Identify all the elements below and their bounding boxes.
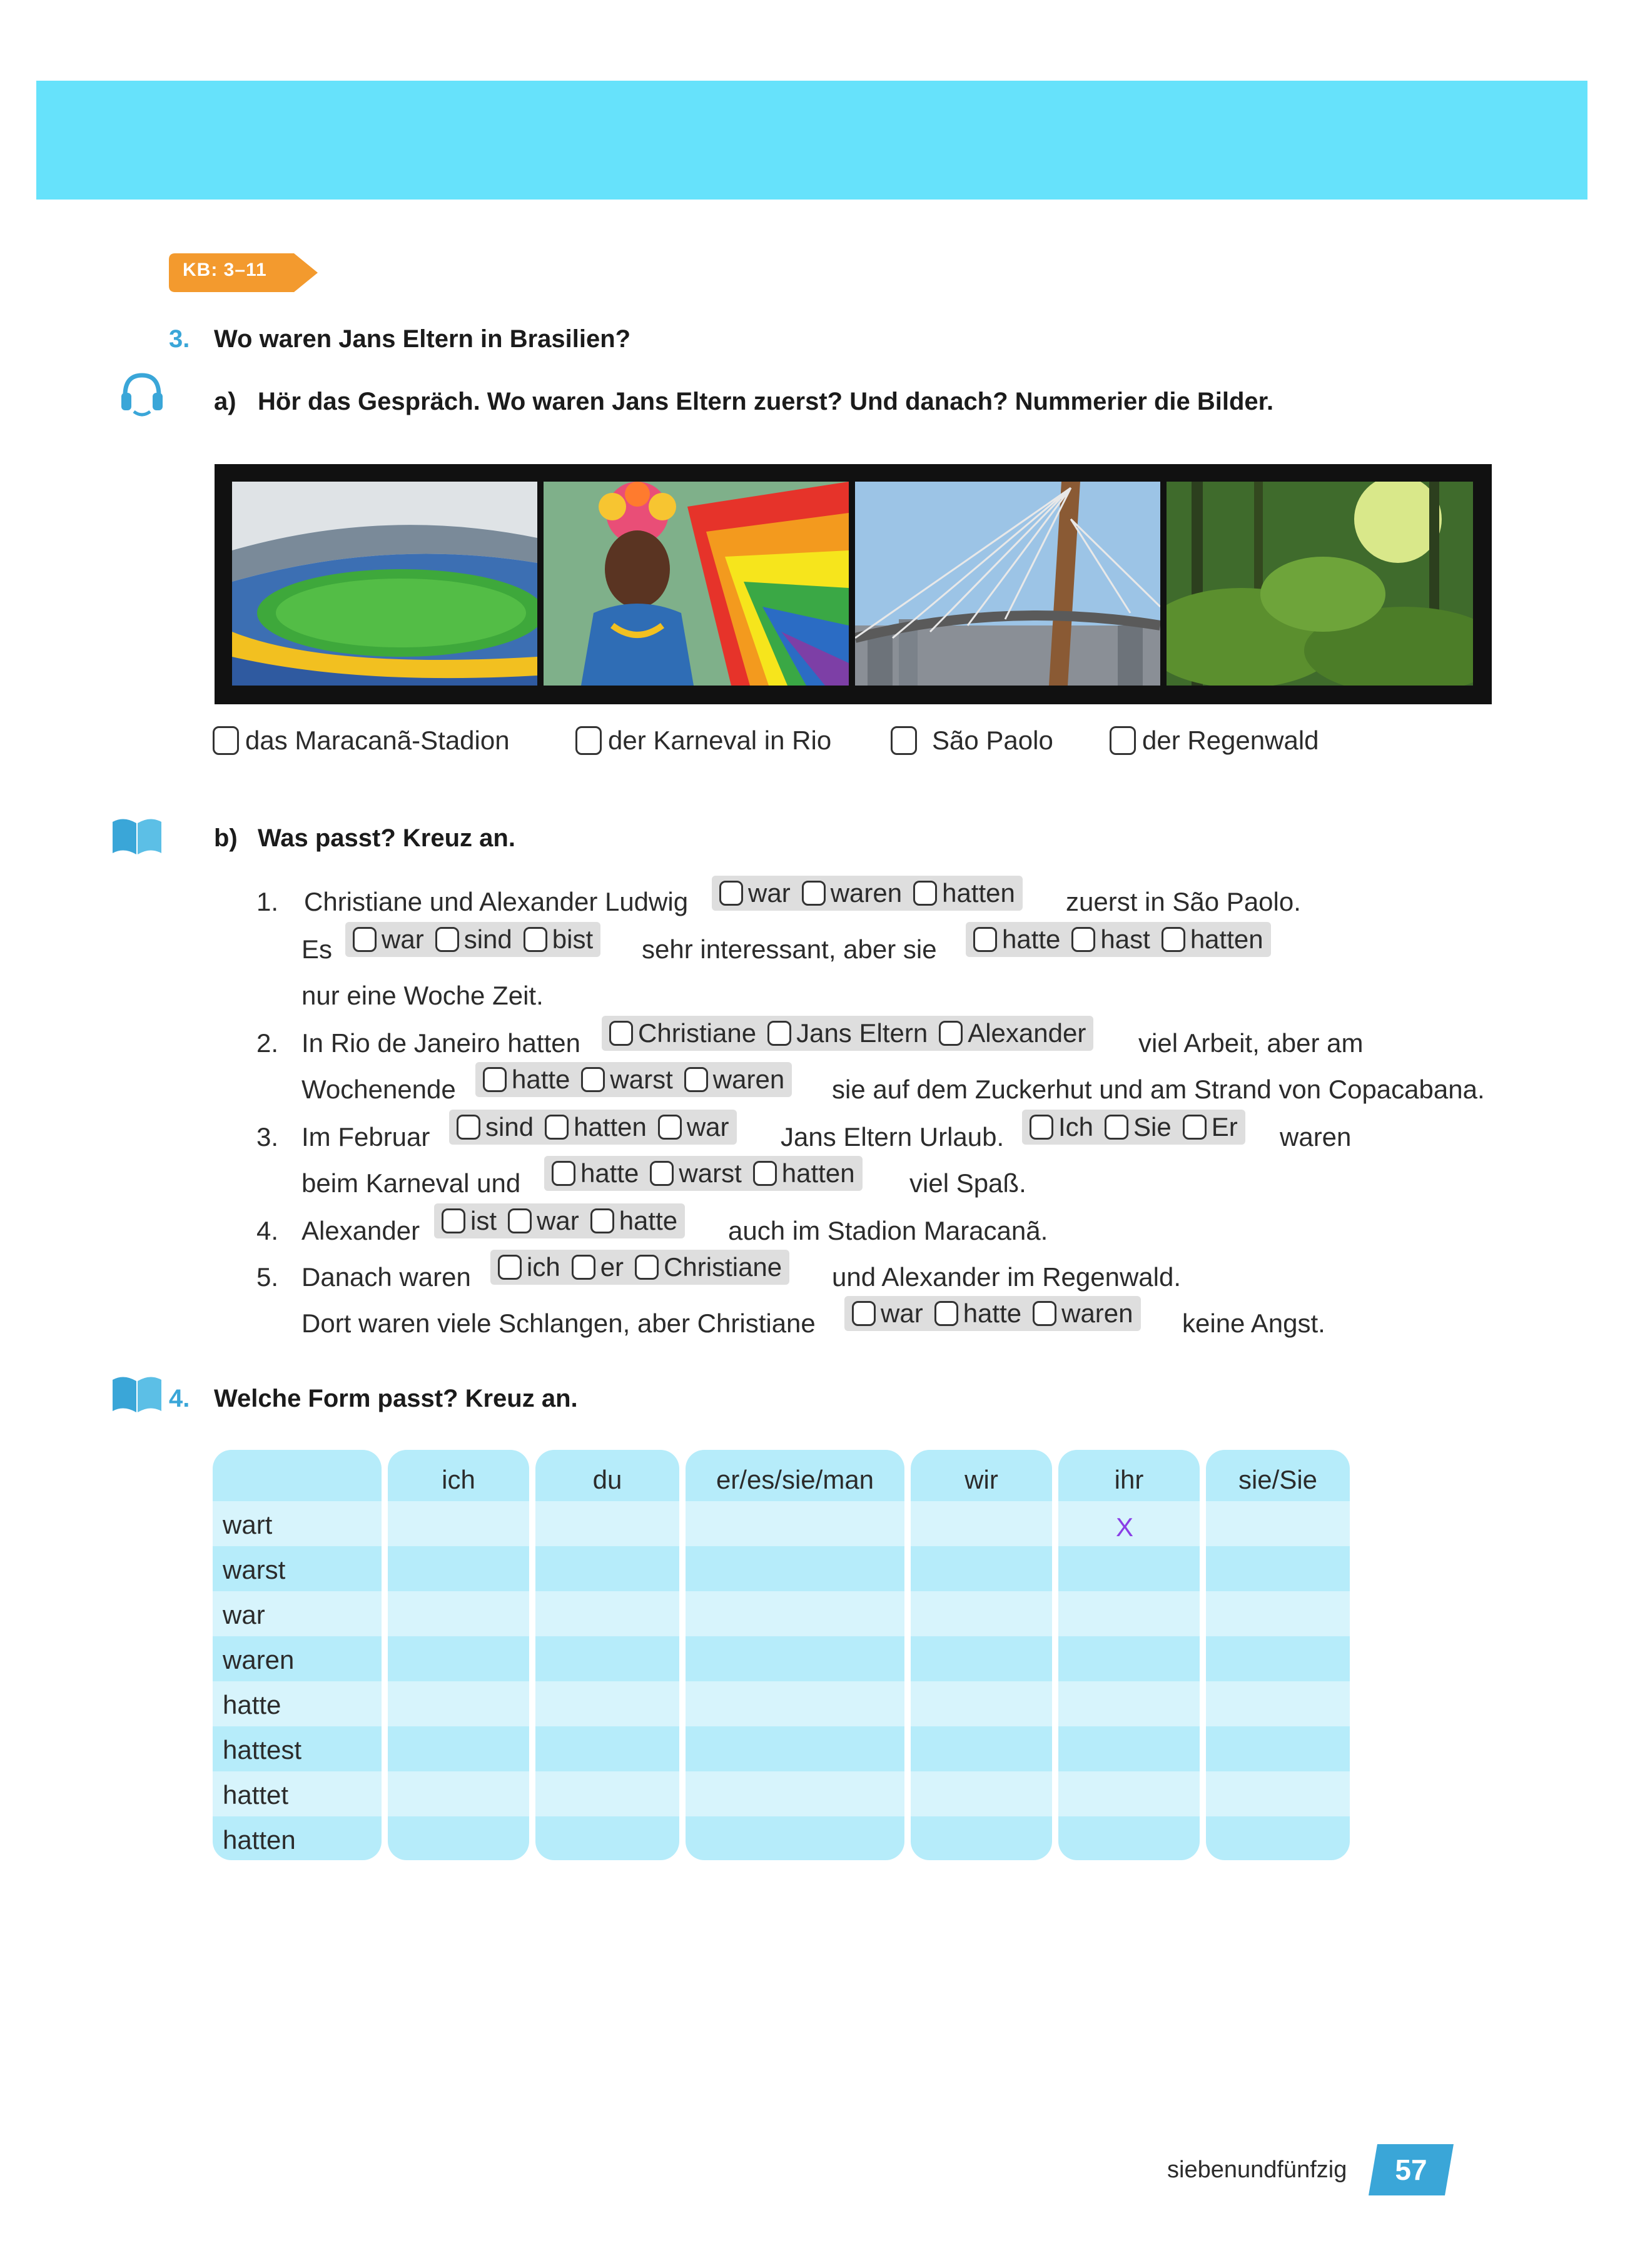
part-b-instruction: Was passt? Kreuz an.	[258, 824, 515, 852]
column-header-er-es-sie-man: er/es/sie/man	[716, 1465, 874, 1494]
option-label: warst	[679, 1158, 742, 1188]
option[interactable]	[753, 1158, 855, 1188]
option[interactable]	[572, 1252, 624, 1282]
checkbox[interactable]	[913, 881, 937, 906]
photo-maracana-stadium	[232, 482, 537, 686]
exercise-3-number: 3.	[169, 325, 190, 353]
checkbox[interactable]	[1105, 1115, 1128, 1140]
sentence-text: nur eine Woche Zeit.	[301, 981, 544, 1010]
sentence-text: keine Angst.	[1182, 1309, 1325, 1338]
option-label: bist	[552, 924, 594, 954]
option-label: hatte	[512, 1065, 570, 1094]
option[interactable]	[483, 1065, 570, 1095]
choice-group-1[interactable]	[712, 876, 1023, 911]
option-label: war	[748, 878, 791, 908]
option-label: Ich	[1058, 1112, 1094, 1142]
checkbox[interactable]	[635, 1255, 659, 1280]
option[interactable]	[913, 878, 1015, 908]
column-header-ich: ich	[442, 1465, 475, 1494]
option[interactable]	[581, 1065, 672, 1095]
option-label: hatten	[781, 1158, 855, 1188]
option[interactable]	[939, 1018, 1086, 1048]
checkbox[interactable]	[973, 927, 997, 952]
option[interactable]	[498, 1252, 560, 1282]
option[interactable]	[802, 878, 902, 908]
row-label-hatten: hatten	[223, 1825, 296, 1855]
photo-rainforest	[1167, 482, 1473, 686]
sentence-text: Wochenende	[301, 1075, 456, 1104]
option-label: war	[881, 1299, 923, 1328]
sentence-text: viel Spaß.	[909, 1168, 1026, 1198]
option-label: waren	[1061, 1299, 1133, 1328]
choice-group-10[interactable]	[490, 1250, 789, 1285]
label-text: der Karneval in Rio	[608, 726, 832, 755]
option-label: ich	[527, 1252, 560, 1282]
item-number-2: 2.	[256, 1028, 279, 1058]
table-stripe	[213, 1681, 1350, 1726]
option-label: ist	[470, 1206, 497, 1235]
checkbox[interactable]	[1033, 1301, 1056, 1326]
label-text: São Paolo	[932, 726, 1053, 755]
checkbox[interactable]	[719, 881, 743, 906]
row-label-waren: waren	[223, 1645, 295, 1674]
option-label: Jans Eltern	[796, 1018, 928, 1048]
choice-group-7[interactable]	[1022, 1110, 1245, 1145]
option-label: sind	[463, 924, 512, 954]
option-label: Christiane	[638, 1018, 757, 1048]
column-header-sie-Sie: sie/Sie	[1238, 1465, 1318, 1494]
option[interactable]	[650, 1158, 741, 1188]
book-icon	[110, 816, 164, 859]
page-number-badge	[1369, 2144, 1454, 2195]
checkbox[interactable]	[483, 1067, 507, 1092]
option-label: hatte	[963, 1299, 1022, 1328]
table-stripe	[213, 1591, 1350, 1636]
option-label: Alexander	[968, 1018, 1086, 1048]
checkbox[interactable]	[590, 1208, 614, 1233]
checkbox[interactable]	[1110, 726, 1136, 755]
choice-group-4[interactable]	[602, 1016, 1093, 1051]
option-label: hatte	[1002, 924, 1061, 954]
option[interactable]	[552, 1158, 639, 1188]
checkbox[interactable]	[552, 1161, 575, 1186]
checkbox[interactable]	[498, 1255, 522, 1280]
sentence-text: zuerst in São Paolo.	[1066, 887, 1301, 916]
option[interactable]	[658, 1112, 729, 1142]
part-a-marker: a)	[214, 388, 236, 415]
checkbox[interactable]	[213, 726, 239, 755]
option[interactable]	[457, 1112, 534, 1142]
option[interactable]	[1071, 924, 1150, 954]
option-label: waren	[830, 878, 903, 908]
kb-tag-label: KB: 3–11	[183, 260, 267, 280]
column-header-ihr: ihr	[1114, 1465, 1144, 1494]
choice-group-11[interactable]	[844, 1296, 1141, 1331]
page-number: 57	[1395, 2154, 1427, 2186]
sentence-text: Im Februar	[301, 1122, 430, 1152]
row-label-warst: warst	[223, 1555, 286, 1584]
option-label: Sie	[1133, 1112, 1172, 1142]
label-sao-paolo[interactable]	[891, 726, 1053, 756]
row-label-wart: wart	[223, 1510, 273, 1539]
sentence-text: waren	[1280, 1122, 1352, 1152]
option-label: hatten	[574, 1112, 647, 1142]
photo-carnival	[544, 482, 849, 686]
sentence-text: Christiane und Alexander Ludwig	[304, 887, 689, 916]
checkbox[interactable]	[1162, 927, 1185, 952]
part-b-marker: b)	[214, 824, 238, 852]
row-label-hattest: hattest	[223, 1735, 302, 1764]
checkbox[interactable]	[353, 927, 377, 952]
option[interactable]	[508, 1206, 579, 1236]
checkbox[interactable]	[658, 1115, 682, 1140]
checkbox[interactable]	[1183, 1115, 1207, 1140]
book-icon	[110, 1374, 164, 1417]
sentence-text: In Rio de Janeiro hatten	[301, 1028, 580, 1058]
checkbox[interactable]	[609, 1021, 633, 1046]
checkbox[interactable]	[753, 1161, 777, 1186]
option[interactable]	[545, 1112, 647, 1142]
row-label-hatte: hatte	[223, 1690, 281, 1719]
item-number-5: 5.	[256, 1262, 279, 1292]
option-label: hatte	[580, 1158, 639, 1188]
label-text: der Regenwald	[1142, 726, 1319, 755]
item-number-3: 3.	[256, 1122, 279, 1152]
exercise-3-title: Wo waren Jans Eltern in Brasilien?	[214, 325, 631, 353]
option[interactable]	[524, 924, 593, 954]
option-label: Er	[1211, 1112, 1238, 1142]
option[interactable]	[1162, 924, 1263, 954]
item-number-1: 1.	[256, 887, 279, 916]
sentence-text: Danach waren	[301, 1262, 471, 1292]
item-number-4: 4.	[256, 1216, 279, 1245]
label-karneval[interactable]	[575, 726, 831, 756]
checkbox[interactable]	[581, 1067, 605, 1092]
option[interactable]	[852, 1299, 923, 1329]
option[interactable]	[442, 1206, 497, 1236]
sentence-text: und Alexander im Regenwald.	[832, 1262, 1182, 1292]
option-label: warst	[610, 1065, 673, 1094]
sentence-text: Es	[301, 934, 333, 964]
checkbox[interactable]	[1071, 927, 1095, 952]
option[interactable]	[767, 1018, 928, 1048]
choice-group-6[interactable]	[449, 1110, 737, 1145]
sentence-text: sie auf dem Zuckerhut und am Strand von Copacabana.	[832, 1075, 1485, 1104]
checkbox[interactable]	[1030, 1115, 1053, 1140]
row-label-hattet: hattet	[223, 1780, 289, 1810]
option-label: war	[686, 1112, 729, 1142]
option[interactable]	[684, 1065, 784, 1095]
checkbox[interactable]	[939, 1021, 963, 1046]
checkbox[interactable]	[802, 881, 826, 906]
checkbox[interactable]	[891, 726, 917, 755]
exercise-4-title: Welche Form passt? Kreuz an.	[214, 1385, 578, 1412]
option-label: war	[537, 1206, 579, 1235]
option[interactable]	[1105, 1112, 1172, 1142]
checkbox[interactable]	[524, 927, 547, 952]
row-label-war: war	[223, 1600, 265, 1629]
option-label: er	[600, 1252, 624, 1282]
option[interactable]	[934, 1299, 1021, 1329]
checkbox[interactable]	[852, 1301, 876, 1326]
option[interactable]	[590, 1206, 677, 1236]
checkbox[interactable]	[572, 1255, 595, 1280]
option-label: hatten	[942, 878, 1015, 908]
checkbox[interactable]	[442, 1208, 465, 1233]
label-regenwald[interactable]	[1110, 726, 1319, 756]
option[interactable]	[609, 1018, 756, 1048]
sentence-text: auch im Stadion Maracanã.	[728, 1216, 1048, 1245]
cell-mark-wart-ihr[interactable]: X	[1116, 1512, 1134, 1542]
option[interactable]	[635, 1252, 782, 1282]
part-a-instruction: Hör das Gespräch. Wo waren Jans Eltern zuerst? Und danach? Nummerier die Bilder.	[258, 388, 1274, 415]
sentence-text: Alexander	[301, 1216, 420, 1245]
option-label: sind	[485, 1112, 534, 1142]
header-band	[36, 81, 1587, 200]
choice-group-9[interactable]	[434, 1203, 685, 1238]
sentence-text: Dort waren viele Schlangen, aber Christiane	[301, 1309, 816, 1338]
photo-sao-paulo-bridge	[855, 482, 1160, 686]
column-header-wir: wir	[964, 1465, 998, 1494]
option[interactable]	[719, 878, 791, 908]
option-label: hatten	[1190, 924, 1263, 954]
option-label: Christiane	[664, 1252, 782, 1282]
option-label: war	[382, 924, 424, 954]
column-header-du: du	[592, 1465, 622, 1494]
exercise-4-number: 4.	[169, 1385, 190, 1412]
headphones-icon	[120, 370, 164, 421]
choice-group-2[interactable]	[345, 922, 600, 957]
checkbox[interactable]	[684, 1067, 708, 1092]
checkbox[interactable]	[575, 726, 602, 755]
checkbox[interactable]	[767, 1021, 791, 1046]
option[interactable]	[1033, 1299, 1133, 1329]
sentence-text: sehr interessant, aber sie	[642, 934, 937, 964]
sentence-text: beim Karneval und	[301, 1168, 521, 1198]
option-label: waren	[712, 1065, 785, 1094]
option-label: hast	[1100, 924, 1150, 954]
option[interactable]	[435, 924, 512, 954]
kb-tag	[169, 253, 319, 292]
checkbox[interactable]	[545, 1115, 569, 1140]
option[interactable]	[1030, 1112, 1093, 1142]
choice-group-5[interactable]	[475, 1062, 792, 1097]
label-maracana[interactable]	[213, 726, 510, 756]
checkbox[interactable]	[650, 1161, 674, 1186]
choice-group-8[interactable]	[544, 1156, 863, 1191]
photo-strip	[215, 464, 1492, 704]
table-stripe	[213, 1501, 1350, 1546]
checkbox[interactable]	[457, 1115, 480, 1140]
checkbox[interactable]	[508, 1208, 532, 1233]
option[interactable]	[973, 924, 1060, 954]
sentence-text: Jans Eltern Urlaub.	[781, 1122, 1005, 1152]
option-label: hatte	[619, 1206, 678, 1235]
option[interactable]	[353, 924, 424, 954]
page-number-words: siebenundfünfzig	[1167, 2157, 1347, 2183]
label-text: das Maracanã-Stadion	[245, 726, 510, 755]
checkbox[interactable]	[435, 927, 459, 952]
checkbox[interactable]	[934, 1301, 958, 1326]
sentence-text: viel Arbeit, aber am	[1138, 1028, 1364, 1058]
option[interactable]	[1183, 1112, 1238, 1142]
choice-group-3[interactable]	[966, 922, 1271, 957]
table-stripe	[213, 1771, 1350, 1816]
